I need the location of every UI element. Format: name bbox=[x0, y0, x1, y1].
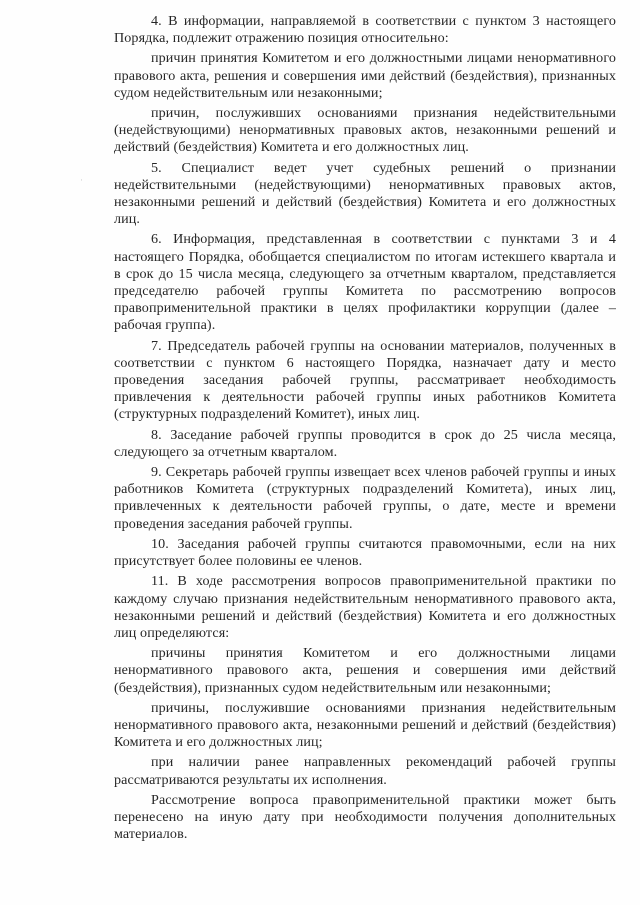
paragraph-11-item-2: причины, послужившие основаниями признания недействительным ненормативного правового акта, незаконными решений и действий (бездействия) Комитета и его должностных лиц; bbox=[114, 699, 616, 751]
paragraph-8: 8. Заседание рабочей группы проводится в срок до 25 числа месяца, следующего за отчетным кварталом. bbox=[114, 426, 616, 460]
paragraph-11: 11. В ходе рассмотрения вопросов правоприменительной практики по каждому случаю признания недействительным ненормативного правового акта, незаконными решений и действий (бездействия) Комитета и его должностных лиц определяются: bbox=[114, 573, 616, 641]
scan-speck: · bbox=[80, 175, 84, 185]
paragraph-4-item-2: причин, послуживших основаниями признания недействительными (недействующими) ненормативных правовых актов, незаконными решений и действий (бездействия) Комитета и его должностных лиц. bbox=[114, 105, 616, 156]
paragraph-postponement: Рассмотрение вопроса правоприменительной практики может быть перенесено на иную дату при необходимости получения дополнительных материалов. bbox=[114, 791, 616, 843]
paragraph-4: 4. В информации, направляемой в соответствии с пунктом 3 настоящего Порядка, подлежит отражению позиция относительно: bbox=[114, 13, 616, 47]
paragraph-7: 7. Председатель рабочей группы на основании материалов, полученных в соответствии с пунктом 6 настоящего Порядка, назначает дату и место проведения заседания рабочей группы, рассматривает необходимость привлечения к деятельности рабочей группы иных работников Комитета (структурных подразделений Комитет), иных лиц. bbox=[114, 337, 616, 423]
paragraph-10: 10. Заседания рабочей группы считаются правомочными, если на них присутствует более половины ее членов. bbox=[114, 535, 616, 570]
paragraph-6: 6. Информация, представленная в соответствии с пунктами 3 и 4 настоящего Порядка, обобщается специалистом по итогам истекшего квартала и в срок до 15 числа месяца, следующего за отчетным кварталом, представляется председателю рабочей группы Комитета по рассмотрению вопросов правоприменительной практики в целях профилактики коррупции (далее – рабочая группа). bbox=[114, 231, 616, 334]
paragraph-4-item-1: причин принятия Комитетом и его должностными лицами ненормативного правового акта, решения и совершения ими действий (бездействия), признанных судом недействительным или незаконными; bbox=[114, 50, 616, 101]
paragraph-11-item-1: причины принятия Комитетом и его должностными лицами ненормативного правового акта, решения и совершения ими действий (бездействия), признанных судом недействительным или незаконными; bbox=[114, 645, 616, 696]
document-body bbox=[114, 13, 616, 843]
paragraph-5: 5. Специалист ведет учет судебных решений о признании недействительными (недействующими) ненормативных правовых актов, незаконными решений и действий (бездействия) Комитета и его должностных лиц. bbox=[114, 159, 616, 228]
paragraph-11-item-3: при наличии ранее направленных рекомендаций рабочей группы рассматриваются результаты их исполнения. bbox=[114, 754, 616, 788]
paragraph-9: 9. Секретарь рабочей группы извещает всех членов рабочей группы и иных работников Комитета (структурных подразделений Комитета), иных лиц, привлеченных к деятельности рабочей группы, о дате, месте и времени проведения заседания рабочей группы. bbox=[114, 464, 616, 532]
